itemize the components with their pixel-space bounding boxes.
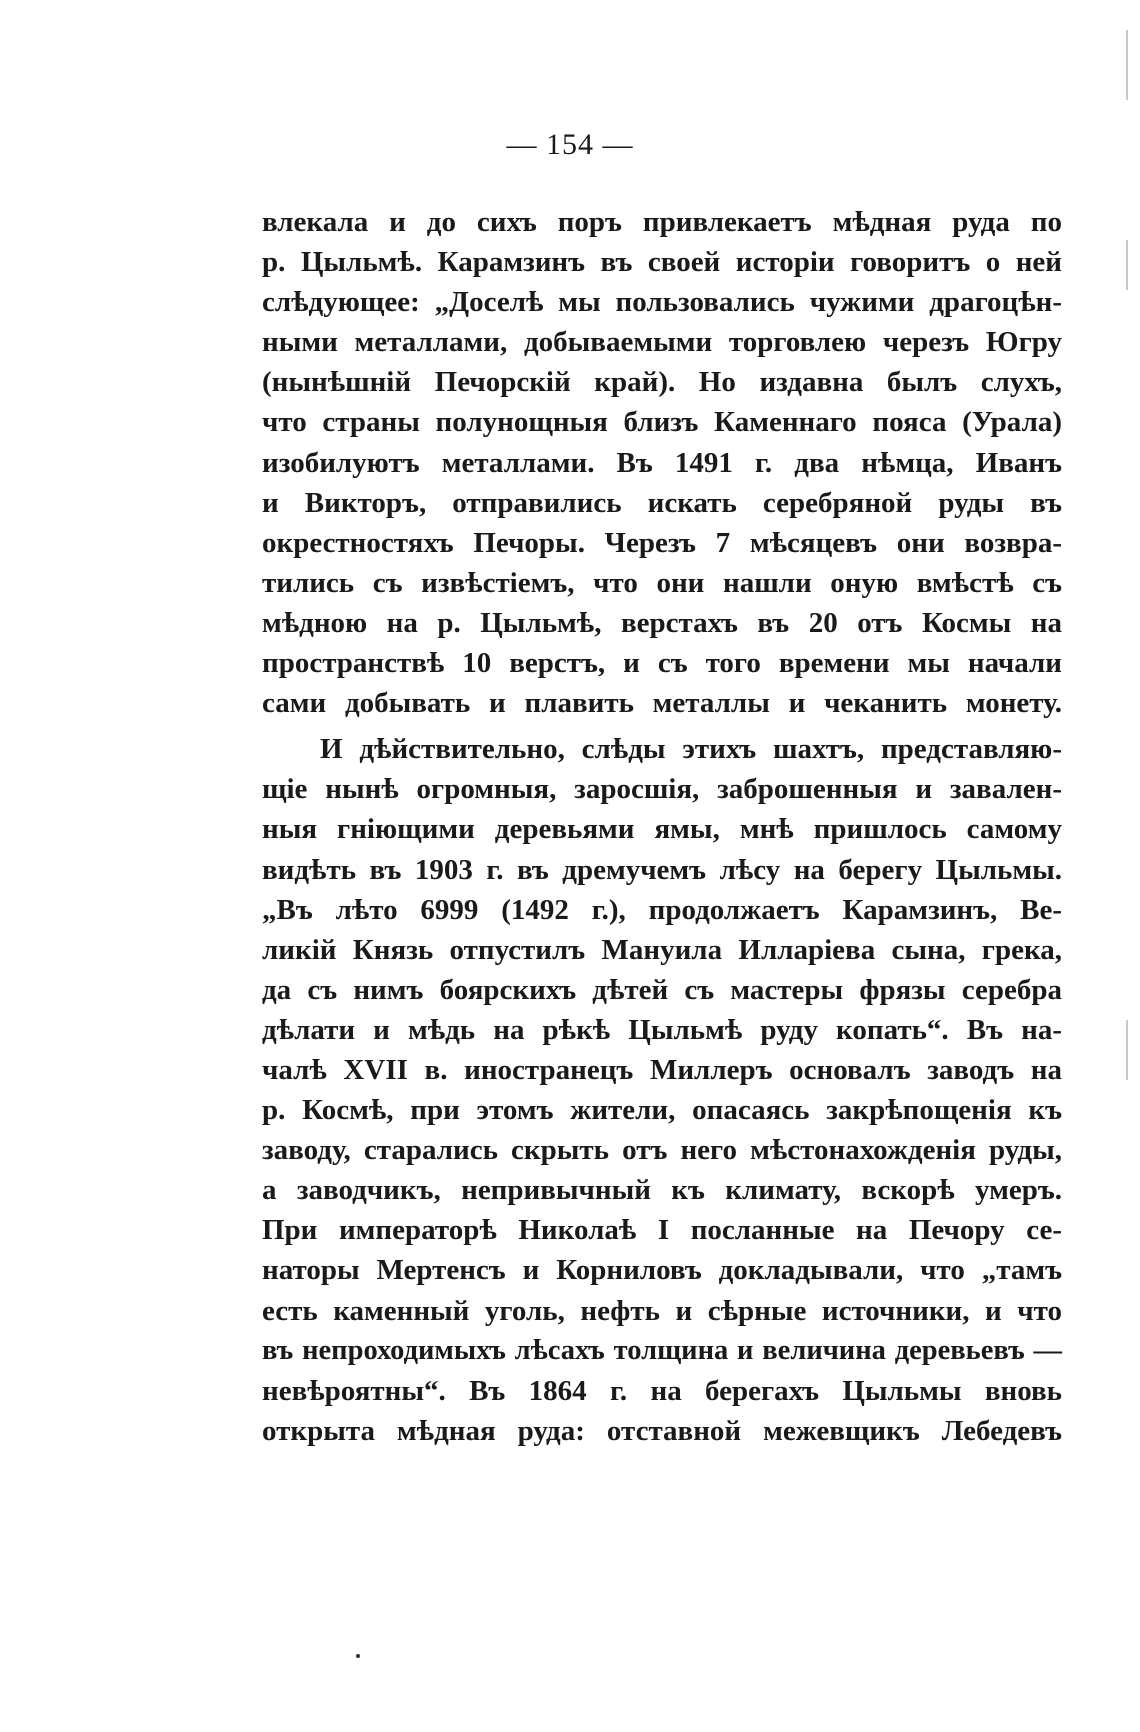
text-line: ликій Князь отпустилъ Мануила Илларіева сына, грека, — [262, 933, 1062, 966]
text-line: И дѣйствительно, слѣды этихъ шахтъ, представляю- — [320, 733, 1062, 766]
text-line: влекала и до сихъ поръ привлекаетъ мѣдная руда по — [262, 206, 1062, 238]
text-line: щіе нынѣ огромныя, заросшія, заброшенныя и завален- — [262, 773, 1062, 806]
text-line: тились съ извѣстіемъ, что они нашли оную вмѣстѣ съ — [262, 566, 1062, 599]
text-line: изобилуютъ металлами. Въ 1491 г. два нѣмца, Иванъ — [262, 446, 1062, 479]
scan-edge-mark — [1126, 30, 1128, 100]
text-line: что страны полунощныя близъ Каменнаго пояса (Урала) — [262, 406, 1062, 439]
text-line: При императорѣ Николаѣ I посланные на Печору се- — [262, 1214, 1062, 1247]
paragraph-2 — [262, 729, 1062, 1451]
text-line: а заводчикъ, непривычный къ климату, вскорѣ умеръ. — [262, 1174, 1062, 1207]
text-line: да съ нимъ боярскихъ дѣтей съ мастеры фрязы серебра — [262, 973, 1062, 1006]
scan-edge-mark — [1126, 240, 1128, 290]
text-line: наторы Мертенсъ и Корниловъ докладывали, что „тамъ — [262, 1254, 1062, 1287]
text-line: ными металлами, добываемыми торговлею черезъ Югру — [262, 326, 1062, 359]
text-line: „Въ лѣто 6999 (1492 г.), продолжаетъ Карамзинъ, Ве- — [262, 893, 1062, 926]
ink-speck — [356, 1654, 360, 1658]
text-line: открыта мѣдная руда: отставной межевщикъ Лебедевъ — [262, 1414, 1062, 1447]
text-line: (нынѣшній Печорскій край). Но издавна былъ слухъ, — [262, 366, 1062, 399]
body-text — [262, 202, 1062, 1451]
text-line: заводу, старались скрыть отъ него мѣстонахожденія руды, — [262, 1134, 1062, 1167]
text-line: мѣдною на р. Цыльмѣ, верстахъ въ 20 отъ Космы на — [262, 606, 1062, 639]
text-line: видѣть въ 1903 г. въ дремучемъ лѣсу на берегу Цыльмы. — [262, 853, 1062, 886]
text-line: невѣроятны“. Въ 1864 г. на берегахъ Цыльмы вновь — [262, 1374, 1062, 1407]
text-line: есть каменный уголь, нефть и сѣрные источники, и что — [262, 1294, 1062, 1327]
text-line: дѣлати и мѣдь на рѣкѣ Цыльмѣ руду копать“. Въ на- — [262, 1013, 1062, 1046]
text-line: и Викторъ, отправились искать серебряной руды въ — [262, 486, 1062, 519]
text-line: р. Космѣ, при этомъ жители, опасаясь закрѣпощенія къ — [262, 1094, 1062, 1127]
paragraph-1 — [262, 202, 1062, 723]
text-line: сами добывать и плавить металлы и чеканить монету. — [262, 687, 1062, 720]
text-line: въ непроходимыхъ лѣсахъ толщина и величина деревьевъ — — [262, 1334, 1062, 1366]
text-line: окрестностяхъ Печоры. Черезъ 7 мѣсяцевъ они возвра- — [262, 526, 1062, 559]
text-line: ныя гніющими деревьями ямы, мнѣ пришлось самому — [262, 813, 1062, 846]
page-number: — 154 — — [506, 128, 634, 161]
text-line: слѣдующее: „Доселѣ мы пользовались чужими драгоцѣн- — [262, 286, 1062, 319]
text-line: р. Цыльмѣ. Карамзинъ въ своей исторіи говоритъ о ней — [262, 246, 1062, 279]
scan-edge-mark — [1126, 1020, 1128, 1080]
text-line: чалѣ XVII в. иностранецъ Миллеръ основалъ заводъ на — [262, 1053, 1062, 1086]
text-line: пространствѣ 10 верстъ, и съ того времени мы начали — [262, 647, 1062, 680]
